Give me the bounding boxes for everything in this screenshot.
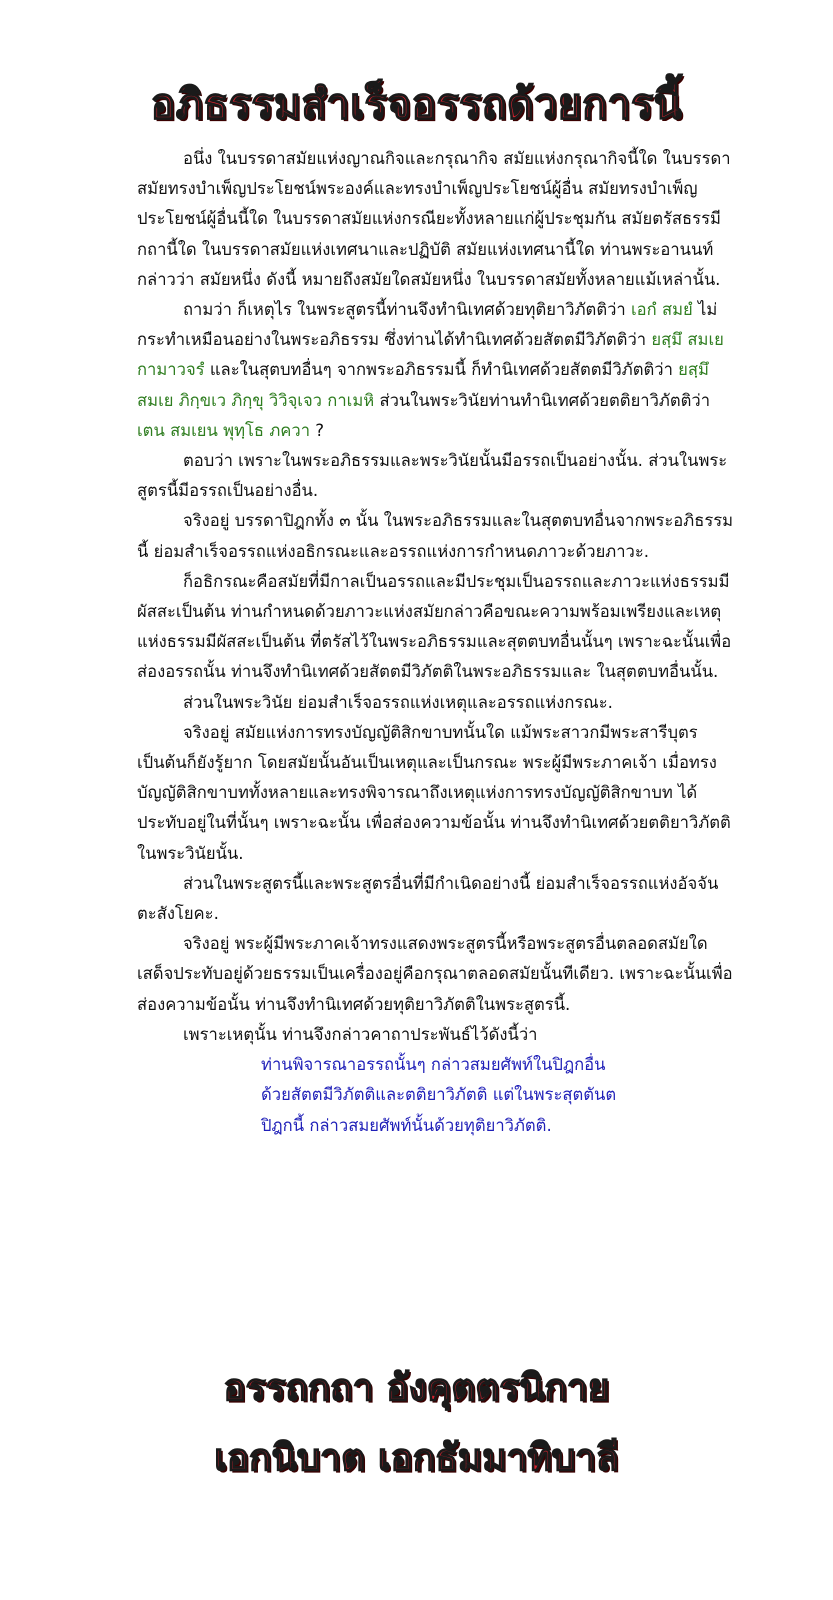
- paragraph-8: ส่วนในพระสูตรนี้และพระสูตรอื่นที่มีกำเนิดอย่างนี้ ย่อมสำเร็จอรรถแห่งอัจจันตะสังโยคะ.: [137, 873, 719, 924]
- paragraph-5: ก็อธิกรณะคือสมัยที่มีกาลเป็นอรรถและมีประชุมเป็นอรรถและภาวะแห่งธรรมมีผัสสะเป็นต้น ท่านกำหนดด้วยภาวะแห่งสมัยกล่าวคือขณะความพร้อมเพรียงและเหตุแห่งธรรมมีผัสสะเป็นต้น ที่ตรัสไว้ในพระอภิธรรมและสุตตบทอื่นนั้นๆ เพราะฉะนั้นเพื่อส่องอรรถนั้น ท่านจึงทำนิเทศด้วยสัตตมีวิภัตติในพระอภิธรรมและ ในสุตตบทอื่นนั้น.: [137, 571, 732, 682]
- paragraph-2: [137, 295, 737, 446]
- verse-line-1: ท่านพิจารณาอรรถนั้นๆ กล่าวสมยศัพท์ในปิฎกอื่น: [261, 1055, 606, 1075]
- verse-block: [137, 1050, 737, 1141]
- verse-line-3: ปิฎกนี้ กล่าวสมยศัพท์นั้นด้วยทุติยาวิภัตติ.: [261, 1115, 552, 1135]
- paragraph-6: ส่วนในพระวินัย ย่อมสำเร็จอรรถแห่งเหตุและอรรถแห่งกรณะ.: [183, 692, 613, 712]
- paragraph-9: จริงอยู่ พระผู้มีพระภาคเจ้าทรงแสดงพระสูตรนี้หรือพระสูตรอื่นตลอดสมัยใด เสด็จประทับอยู่ด้วยธรรมเป็นเครื่องอยู่คือกรุณาตลอดสมัยนั้นทีเดียว. เพราะฉะนั้นเพื่อส่องความข้อนั้น ท่านจึงทำนิเทศด้วยทุติยาวิภัตติในพระสูตรนี้.: [137, 934, 733, 1014]
- paragraph-7: จริงอยู่ สมัยแห่งการทรงบัญญัติสิกขาบทนั้นใด แม้พระสาวกมีพระสารีบุตรเป็นต้นก็ยังรู้ยาก โดยสมัยนั้นอันเป็นเหตุและเป็นกรณะ พระผู้มีพระภาคเจ้า เมื่อทรงบัญญัติสิกขาบททั้งหลายและทรงพิจารณาถึงเหตุแห่งการทรงบัญญัติสิกขาบท ได้ประทับอยู่ในที่นั้นๆ เพราะฉะนั้น เพื่อส่องความข้อนั้น ท่านจึงทำนิเทศด้วยตติยาวิภัตติในพระวินัยนั้น.: [137, 722, 731, 863]
- paragraph-2-text-e: และในสุตบทอื่นๆ จากพระอภิธรรมนี้ ก็ทำนิเทศด้วยสัตตมีวิภัตติว่า: [204, 360, 679, 380]
- pali-term-eka-samayam: เอกํ สมยํ: [631, 300, 693, 320]
- article-body: [137, 144, 737, 1141]
- pali-term-yasmim-samaye-bhikkhave: ยสฺมึ สมเย ภิกฺขเว ภิกฺขุ วิวิจฺเจว กาเมหิ: [137, 360, 709, 410]
- paragraph-10: เพราะเหตุนั้น ท่านจึงกล่าวคาถาประพันธ์ไว้ดังนี้ว่า: [183, 1024, 538, 1044]
- footer-title-line-1: อรรถกถา อังคุตตรนิกาย: [223, 1366, 610, 1409]
- paragraph-3: ตอบว่า เพราะในพระอภิธรรมและพระวินัยนั้นมีอรรถเป็นอย่างนั้น. ส่วนในพระสูตรนี้มีอรรถเป็นอย่างอื่น.: [137, 451, 728, 501]
- paragraph-1: อนึ่ง ในบรรดาสมัยแห่งญาณกิจและกรุณากิจ สมัยแห่งกรุณากิจนี้ใด ในบรรดาสมัยทรงบำเพ็ญประโยชน์พระองค์และทรงบำเพ็ญประโยชน์ผู้อื่น สมัยทรงบำเพ็ญประโยชน์ผู้อื่นนี้ใด ในบรรดาสมัยแห่งกรณียะทั้งหลายแก่ผู้ประชุมกัน สมัยตรัสธรรมีกถานี้ใด ในบรรดาสมัยแห่งเทศนาและปฏิบัติ สมัยแห่งเทศนานี้ใด ท่านพระอานนท์กล่าวว่า สมัยหนึ่ง ดังนี้ หมายถึงสมัยใดสมัยหนึ่ง ในบรรดาสมัยทั้งหลายแม้เหล่านั้น.: [137, 149, 731, 289]
- page-title: อภิธรรมสำเร็จอรรถด้วยการนี้: [150, 80, 683, 128]
- paragraph-2-text-g: ส่วนในพระวินัยท่านทำนิเทศด้วยตติยาวิภัตติว่า: [374, 390, 711, 410]
- paragraph-4: จริงอยู่ บรรดาปิฎกทั้ง ๓ นั้น ในพระอภิธรรมและในสุตตบทอื่นจากพระอภิธรรมนี้ ย่อมสำเร็จอรรถแห่งอธิกรณะและอรรถแห่งการกำหนดภาวะด้วยภาวะ.: [137, 511, 734, 561]
- paragraph-2-text-i: ?: [310, 420, 325, 440]
- paragraph-2-text-a: ถามว่า ก็เหตุไร ในพระสูตรนี้ท่านจึงทำนิเทศด้วยทุติยาวิภัตติว่า: [183, 300, 626, 320]
- pali-term-tena-samayena: เตน สมเยน พุทฺโธ ภควา: [137, 420, 311, 440]
- pali-term-yasmim-samaye-kamavacaram: ยสฺมึ สมเย กามาวจรํ: [137, 330, 724, 380]
- footer-title-line-2: เอกนิบาต เอกธัมมาทิบาลี: [214, 1436, 619, 1479]
- paragraph-2-text-c: ไม่กระทำเหมือนอย่างในพระอภิธรรม ซึ่งท่านได้ทำนิเทศด้วยสัตตมีวิภัตติว่า: [137, 300, 718, 350]
- verse-line-2: ด้วยสัตตมีวิภัตติและตติยาวิภัตติ แต่ในพระสุตตันต: [261, 1085, 617, 1105]
